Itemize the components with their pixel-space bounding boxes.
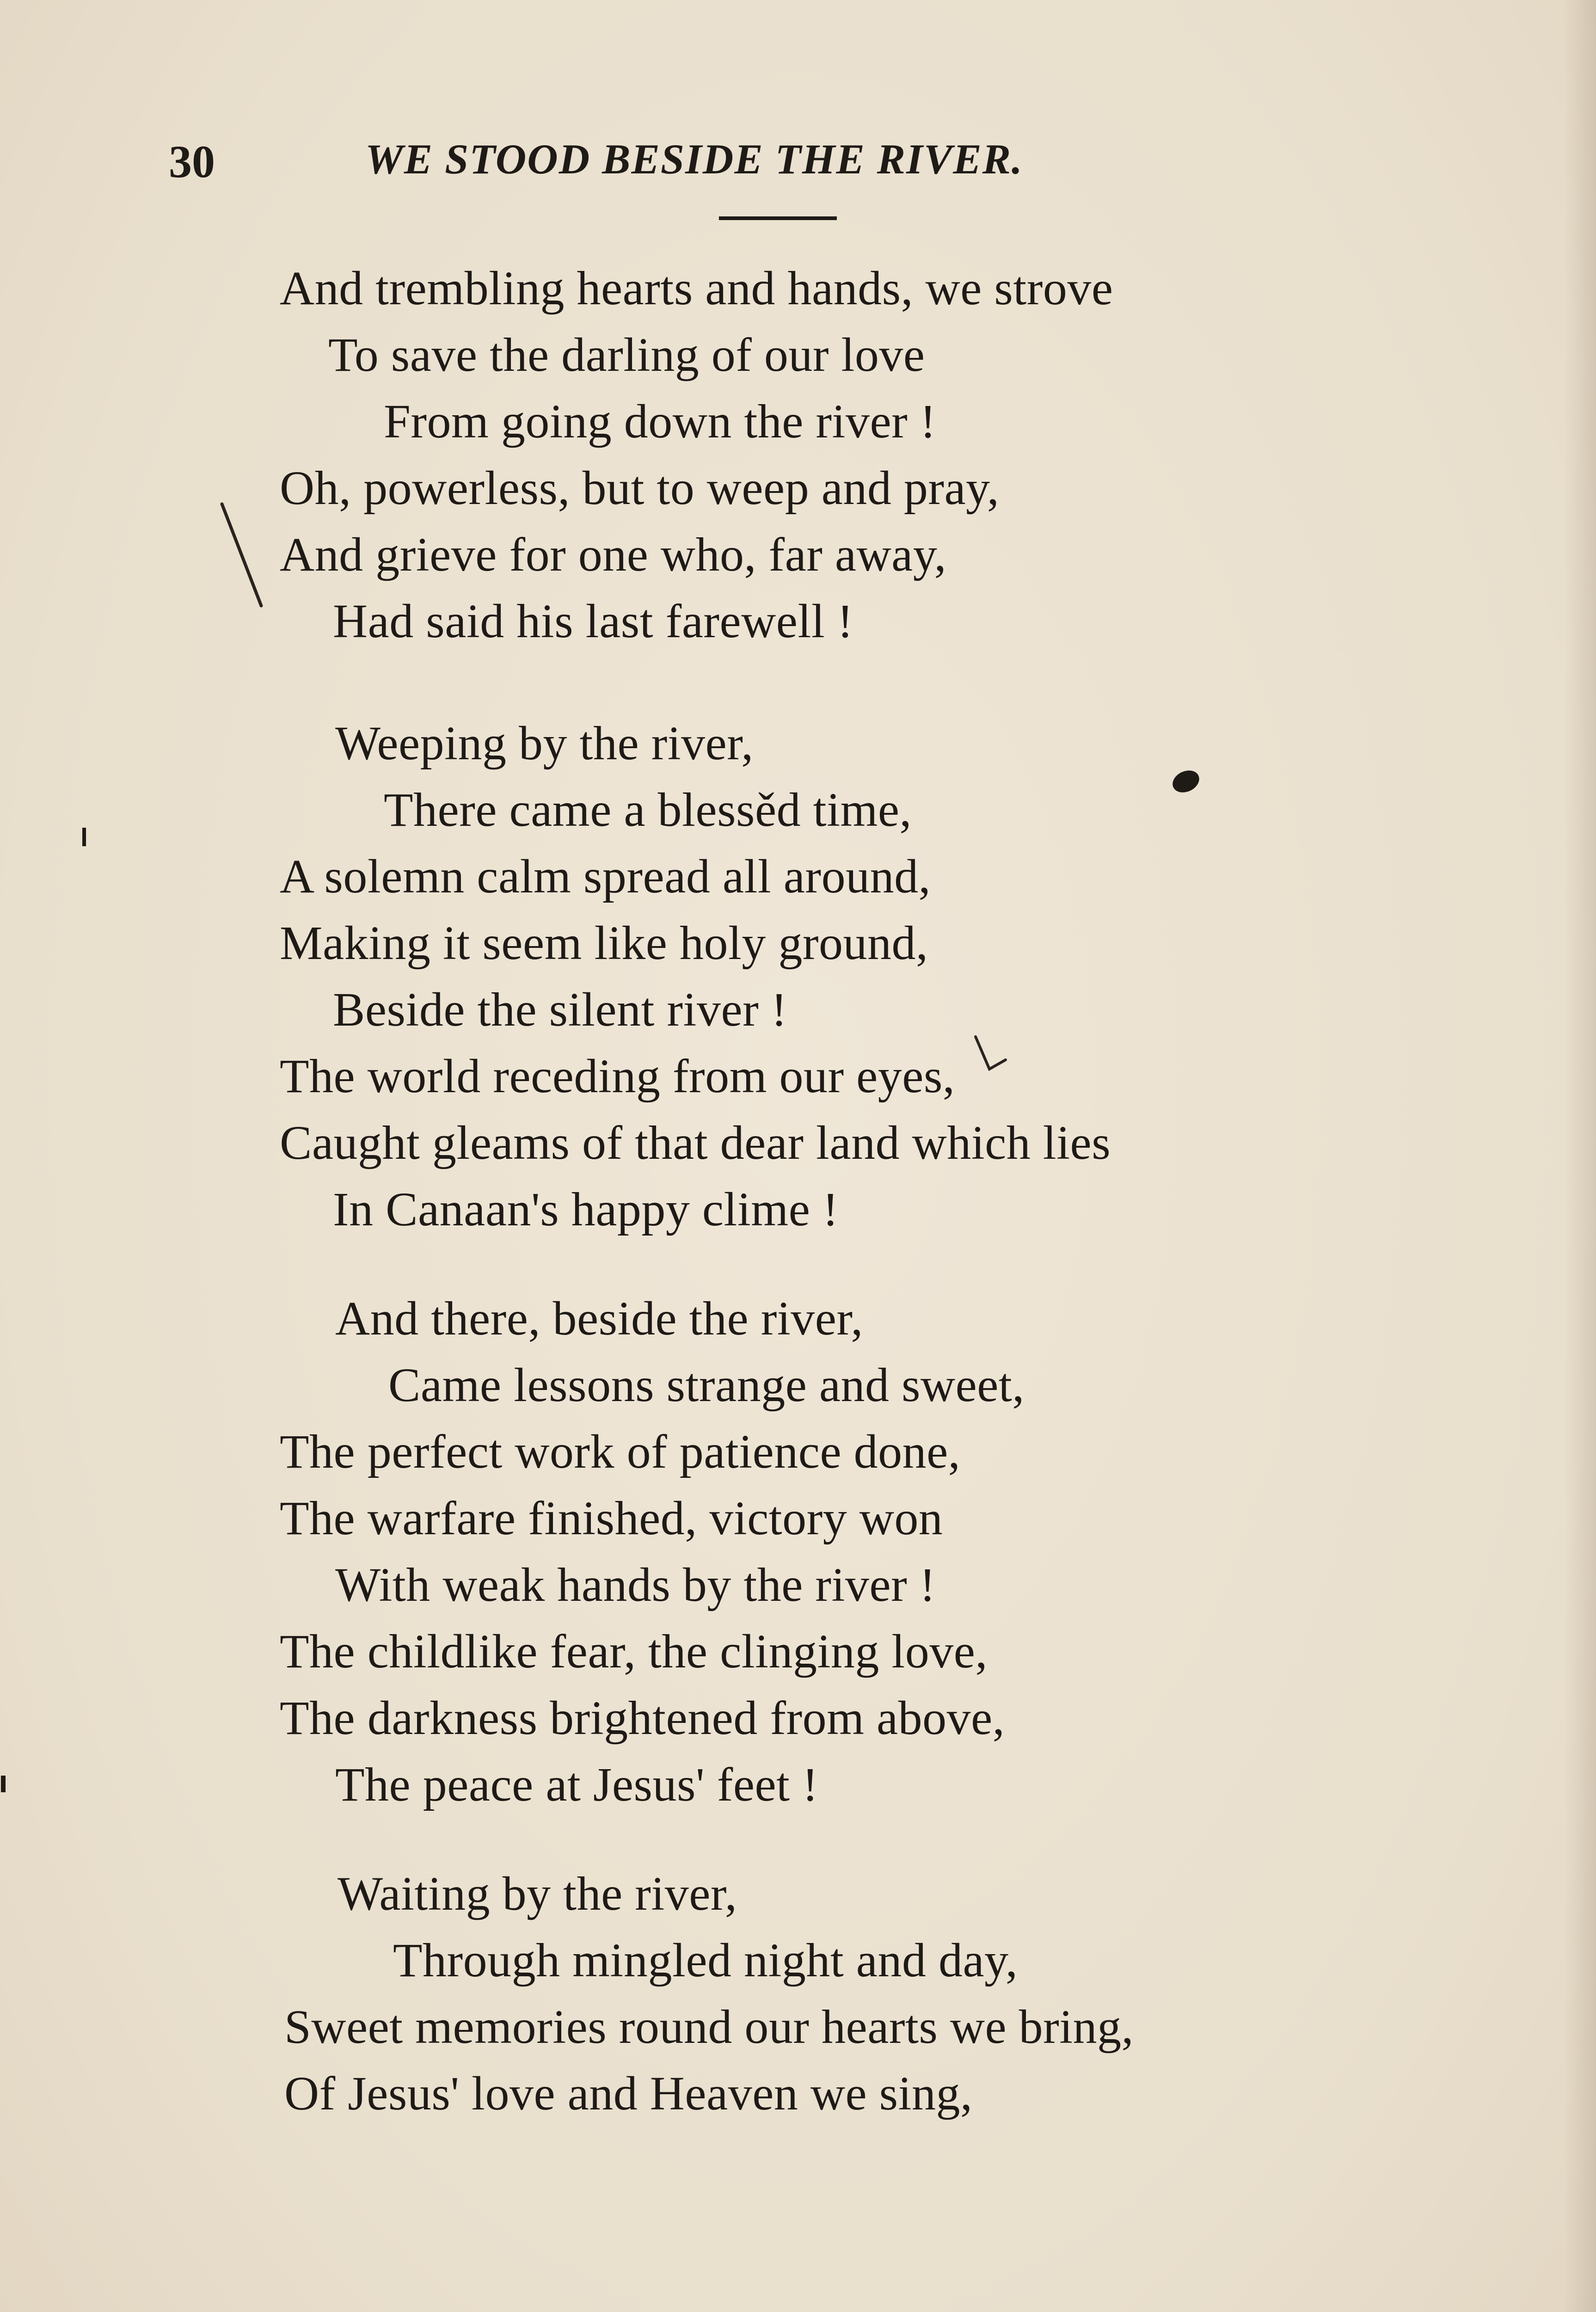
poem-line: The perfect work of patience done, [280,1425,961,1478]
poem-line: Waiting by the river, [338,1867,737,1920]
running-title: WE STOOD BESIDE THE RIVER. [365,135,1024,183]
poem-line: With weak hands by the river ! [335,1558,936,1611]
poem-line: And trembling hearts and hands, we strove [280,262,1113,315]
poem-line: And grieve for one who, far away, [280,528,947,581]
poem-line: The warfare finished, victory won [280,1492,943,1545]
poem-line: Caught gleams of that dear land which lies [280,1116,1111,1169]
poem-line: Of Jesus' love and Heaven we sing, [284,2067,973,2120]
poem-line: Oh, powerless, but to weep and pray, [280,461,1000,515]
margin-speck [82,828,86,846]
page-number: 30 [169,136,215,187]
poem-line: To save the darling of our love [328,328,925,381]
page-edge-shadow [1564,0,1596,2312]
poem-line: Weeping by the river, [335,717,754,770]
pencil-mark [217,499,291,620]
poem-line: In Canaan's happy clime ! [333,1183,839,1236]
ink-blot [1167,765,1204,798]
poem-line: From going down the river ! [384,395,936,448]
title-rule [719,216,837,220]
poem-line: The world receding from our eyes, [280,1050,955,1103]
poem-line: There came a blessěd time, [384,783,912,836]
poem-line: Sweet memories round our hearts we bring, [284,2000,1134,2054]
poem-line: Through mingled night and day, [393,1934,1018,1987]
poem-line: A solemn calm spread all around, [280,850,931,903]
margin-speck [1,1776,6,1792]
poem-line: The childlike fear, the clinging love, [280,1625,988,1678]
poem-line: And there, beside the river, [335,1292,863,1345]
pencil-caret [969,1032,1010,1088]
poem-line: Had said his last farewell ! [333,595,853,648]
poem-line: Making it seem like holy ground, [280,916,928,970]
poem-line: The darkness brightened from above, [280,1691,1005,1745]
poem-line: The peace at Jesus' feet ! [335,1758,819,1811]
poem-line: Came lessons strange and sweet, [388,1359,1025,1412]
poem-line: Beside the silent river ! [333,983,787,1036]
